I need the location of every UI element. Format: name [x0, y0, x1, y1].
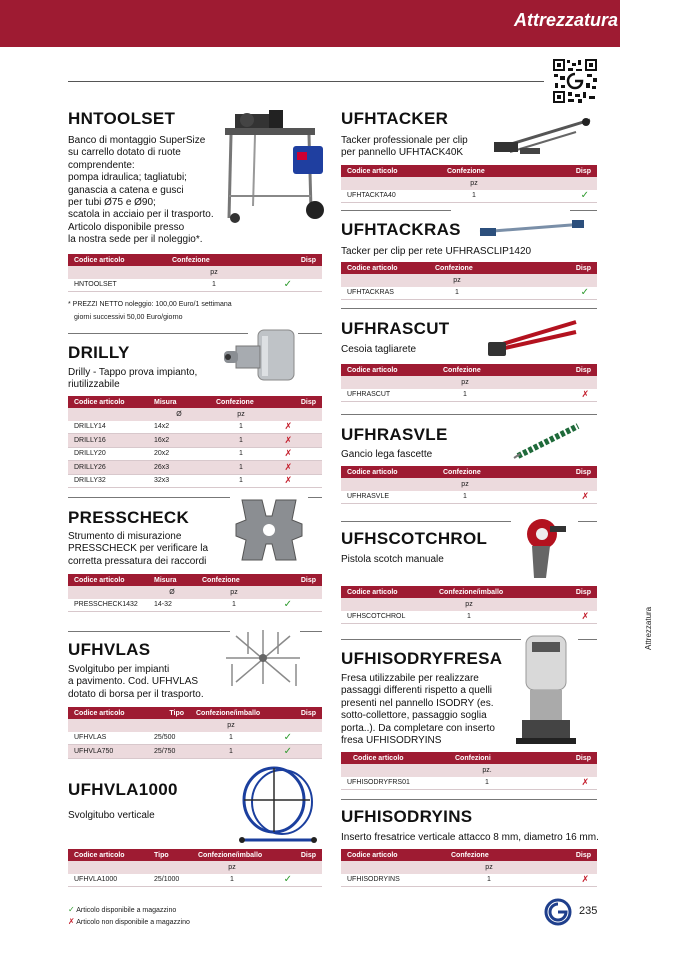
tie-hook-image: [512, 420, 584, 460]
availability-legend: ✓ Articolo disponibile a magazzino ✗ Articolo non disponibile a magazzino: [68, 905, 190, 926]
divider: [68, 631, 230, 632]
page-title: Attrezzatura _ C7: [513, 10, 661, 30]
divider: [298, 333, 322, 334]
product-desc-ufhvla1000: Svolgitubo verticale: [68, 810, 155, 821]
unavailable-icon: ✗: [272, 434, 322, 448]
divider: [341, 639, 521, 640]
divider: [570, 210, 597, 211]
divider: [341, 799, 597, 800]
divider: [341, 414, 597, 415]
product-desc-ufhtackras: Tacker per clip per rete UFHRASCLIP1420: [341, 246, 532, 257]
tacker-tool-image: [490, 112, 596, 162]
unavailable-icon: ✗: [272, 461, 322, 475]
unavailable-icon: ✗: [272, 421, 322, 434]
qr-code-icon: [552, 58, 598, 104]
product-desc-ufhtacker: Tacker professionale per clip per pannello UFHTACK40K: [341, 135, 468, 159]
product-title-ufhtackras: UFHTACKRAS: [341, 220, 461, 239]
available-icon: ✓: [262, 279, 322, 292]
page-number: 235: [579, 905, 598, 917]
wire-cutter-image: [484, 316, 584, 358]
unavailable-icon: ✗: [525, 777, 597, 790]
divider: [68, 497, 230, 498]
product-desc-ufhisodryins: Inserto fresatrice verticale attacco 8 mm, diametro 16 mm.: [341, 832, 599, 843]
divider: [578, 639, 597, 640]
available-icon: ✓: [272, 599, 322, 612]
product-title-ufhvla1000: UFHVLA1000: [68, 780, 178, 799]
table-ufhvla1000: Codice articolo Tipo Confezione/imballo Disp pz UFHVLA1000 25/1000 1 ✓: [68, 849, 322, 887]
divider: [578, 521, 597, 522]
side-tab: Attrezzatura: [644, 606, 653, 650]
brand-logo-icon: [544, 898, 572, 926]
available-icon: ✓: [272, 732, 322, 745]
table-ufhtacker: Codice articolo Confezione Disp pz UFHTACKTA40 1 ✓: [341, 165, 597, 203]
router-image: [512, 630, 580, 750]
unavailable-icon: ✗: [272, 474, 322, 488]
product-title-hntoolset: HNTOOLSET: [68, 109, 176, 128]
product-desc-ufhisodryfresa: Fresa utilizzabile per realizzare passaggi differenti rispetto a quelli presenti nel pannello ISODRY (es. sotto-collettore, passaggio soglia porta..). Da completare con inserto fresa UFHISODRYINS: [341, 673, 495, 747]
unavailable-icon: ✗: [68, 917, 75, 926]
available-icon: ✓: [272, 745, 322, 759]
ufhvlas-uncoiler-image: [218, 624, 308, 690]
table-ufhrasvle: Codice articolo Confezione Disp pz UFHRASVLE 1 ✗: [341, 466, 597, 504]
product-desc-hntoolset: Banco di montaggio SuperSize su carrello dotato di ruote comprendente: pompa idraulica; tagliatubi; ganascia a catena e gusci per tubi Ø75 e Ø90; scatola in acciaio per il trasporto. Articolo disponibile presso la nostra sede per il noleggio*.: [68, 135, 214, 246]
product-title-ufhvlas: UFHVLAS: [68, 640, 151, 659]
product-desc-ufhscotchrol: Pistola scotch manuale: [341, 554, 444, 565]
ufhvla1000-reel-image: [230, 764, 326, 844]
table-presscheck: Codice articolo Misura Confezione Disp Ø pz PRESSCHECK1432 14-32 1 ✓: [68, 574, 322, 612]
available-icon: ✓: [485, 287, 597, 300]
table-hntoolset: Codice articolo Confezione Disp pz HNTOOLSET 1 ✓: [68, 254, 322, 292]
table-ufhscotchrol: Codice articolo Confezione/imballo Disp pz UFHSCOTCHROL 1 ✗: [341, 586, 597, 624]
divider: [68, 81, 544, 82]
unavailable-icon: ✗: [493, 389, 597, 402]
product-title-ufhisodryins: UFHISODRYINS: [341, 807, 473, 826]
divider: [341, 308, 597, 309]
product-desc-ufhrascut: Cesoia tagliarete: [341, 344, 417, 355]
table-ufhrascut: Codice articolo Confezione Disp pz UFHRASCUT 1 ✗: [341, 364, 597, 402]
tackras-tool-image: [476, 218, 588, 240]
product-desc-ufhrasvle: Gancio lega fascette: [341, 449, 433, 460]
available-icon: ✓: [507, 190, 597, 203]
table-ufhtackras: Codice articolo Confezione Disp pz UFHTACKRAS 1 ✓: [341, 262, 597, 300]
table-ufhisodryfresa: Codice articolo Confezioni Disp pz. UFHISODRYFRS01 1 ✗: [341, 752, 597, 790]
presscheck-tool-image: [232, 494, 306, 566]
unavailable-icon: ✗: [533, 874, 597, 887]
product-title-ufhtacker: UFHTACKER: [341, 109, 449, 128]
table-ufhisodryins: Codice articolo Confezione Disp pz UFHISODRYINS 1 ✗: [341, 849, 597, 887]
divider: [341, 521, 511, 522]
table-drilly: Codice articolo Misura Confezione Disp Ø pz DRILLY14 14x2 1 ✗ DRILLY16 16x2 1 ✗ DRILLY20 20x2 1 ✗ DRILLY26 26x3 1 ✗ DRILLY32 32x3 1 ✗: [68, 396, 322, 488]
product-title-drilly: DRILLY: [68, 343, 130, 362]
divider: [341, 210, 451, 211]
product-desc-ufhvlas: Svolgitubo per impianti a pavimento. Cod. UFHVLAS dotato di borsa per il trasporto.: [68, 664, 204, 700]
product-title-ufhscotchrol: UFHSCOTCHROL: [341, 529, 488, 548]
product-title-presscheck: PRESSCHECK: [68, 508, 190, 527]
workbench-image: [205, 106, 329, 226]
rental-note: * PREZZI NETTO noleggio: 100,00 Euro/1 settimana giorni successivi 50,00 Euro/giorno: [68, 301, 232, 321]
product-title-ufhrascut: UFHRASCUT: [341, 319, 450, 338]
product-desc-presscheck: Strumento di misurazione PRESSCHECK per verificare la corretta pressatura dei raccordi: [68, 531, 209, 567]
product-title-ufhrasvle: UFHRASVLE: [341, 425, 448, 444]
drilly-plug-image: [218, 326, 298, 388]
available-icon: ✓: [68, 905, 75, 914]
divider: [308, 497, 322, 498]
product-desc-drilly: Drilly - Tappo prova impianto, riutilizzabile: [68, 367, 198, 391]
available-icon: ✓: [272, 874, 322, 887]
table-ufhvlas: Codice articolo Tipo Confezione/imballo Disp pz UFHVLAS 25/500 1 ✓ UFHVLA750 25/750 1 ✓: [68, 707, 322, 759]
unavailable-icon: ✗: [505, 611, 597, 624]
unavailable-icon: ✗: [493, 491, 597, 504]
tape-dispenser-image: [512, 512, 578, 582]
product-title-ufhisodryfresa: UFHISODRYFRESA: [341, 649, 503, 668]
unavailable-icon: ✗: [272, 447, 322, 461]
